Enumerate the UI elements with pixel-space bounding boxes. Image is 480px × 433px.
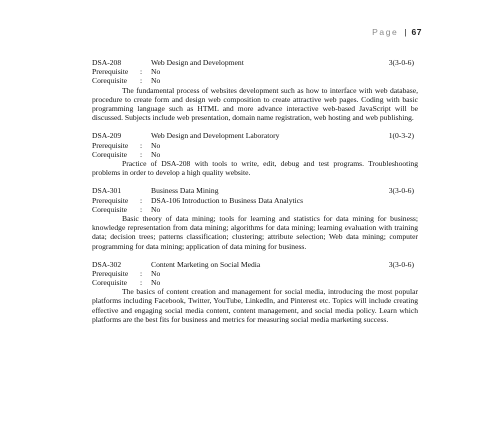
corequisite-label: Corequisite [92, 278, 128, 288]
prerequisite-row [92, 141, 418, 150]
prerequisite-label: Prerequisite [92, 268, 129, 278]
corequisite-colon: : [140, 278, 143, 288]
prerequisite-value: No [151, 268, 161, 278]
course-description: Practice of DSA-208 with tools to write, edit, debug and test programs. Troubleshooting problems in order to develop a high quality website. [92, 158, 418, 178]
course-credits: 3(3-0-6) [388, 259, 414, 269]
prerequisite-row [92, 196, 418, 205]
course-heading [92, 58, 418, 67]
prerequisite-value: No [151, 67, 161, 77]
corequisite-value: No [151, 278, 161, 288]
course-title: Business Data Mining [151, 186, 219, 196]
corequisite-value: No [151, 76, 161, 86]
course-code: DSA-301 [92, 186, 122, 196]
course-title: Web Design and Development Laboratory [151, 131, 280, 141]
course-credits: 1(0-3-2) [388, 131, 414, 141]
corequisite-colon: : [140, 204, 143, 214]
prerequisite-label: Prerequisite [92, 195, 129, 205]
prerequisite-colon: : [140, 195, 143, 205]
course-title: Web Design and Development [151, 58, 244, 67]
course-credits: 3(3-0-6) [388, 58, 414, 67]
course-heading [92, 260, 418, 269]
page-number: 67 [411, 27, 422, 37]
course-code: DSA-209 [92, 131, 122, 141]
course-dsa-302 [92, 260, 418, 324]
corequisite-value: No [151, 149, 161, 159]
course-code: DSA-208 [92, 58, 122, 67]
prerequisite-colon: : [140, 140, 143, 150]
prerequisite-row [92, 67, 418, 76]
course-heading [92, 186, 418, 195]
course-description: The fundamental process of websites development such as how to interface with web database, procedure to create form and design web composition to create attractive web pages. Coding with basic programming language such as HTML and more advance interactive web-based JavaScript will be discussed. Subjects include web presentation, domain name registration, web hosting and web publishing. [92, 85, 418, 123]
course-dsa-209 [92, 131, 418, 177]
corequisite-label: Corequisite [92, 149, 128, 159]
course-dsa-301 [92, 186, 418, 250]
course-title: Content Marketing on Social Media [151, 259, 261, 269]
course-code: DSA-302 [92, 259, 122, 269]
corequisite-colon: : [140, 149, 143, 159]
corequisite-colon: : [140, 76, 143, 86]
corequisite-label: Corequisite [92, 204, 128, 214]
prerequisite-colon: : [140, 268, 143, 278]
prerequisite-value: No [151, 140, 161, 150]
course-dsa-208 [92, 58, 418, 122]
course-heading [92, 131, 418, 140]
prerequisite-label: Prerequisite [92, 140, 129, 150]
page-number-header [372, 27, 422, 37]
course-description: The basics of content creation and management for social media, introducing the most popular platforms including Facebook, Twitter, YouTube, LinkedIn, and Pinterest etc. Topics will include creating effective and engaging social media content, content management, and social media policy. Learn which platforms are the best fits for business and metrics for measuring social media marketing success. [92, 287, 418, 324]
corequisite-row [92, 205, 418, 214]
page-label: Page [372, 27, 399, 37]
corequisite-row [92, 278, 418, 287]
prerequisite-row [92, 269, 418, 278]
page-separator: | [404, 27, 407, 37]
course-credits: 3(3-0-6) [388, 186, 414, 196]
corequisite-row [92, 76, 418, 85]
prerequisite-colon: : [140, 67, 143, 77]
prerequisite-value: DSA-106 Introduction to Business Data Analytics [151, 195, 304, 205]
corequisite-value: No [151, 204, 161, 214]
course-list [92, 58, 418, 333]
prerequisite-label: Prerequisite [92, 67, 129, 77]
course-description: Basic theory of data mining; tools for learning and statistics for data mining for business; knowledge representation from data mining; algorithms for data mining; learning evaluation with training data; decision trees; patterns classification; clustering; attribute selection; Web data mining; computer programming for data mining; application of data mining for business. [92, 213, 418, 251]
corequisite-row [92, 150, 418, 159]
corequisite-label: Corequisite [92, 76, 128, 86]
